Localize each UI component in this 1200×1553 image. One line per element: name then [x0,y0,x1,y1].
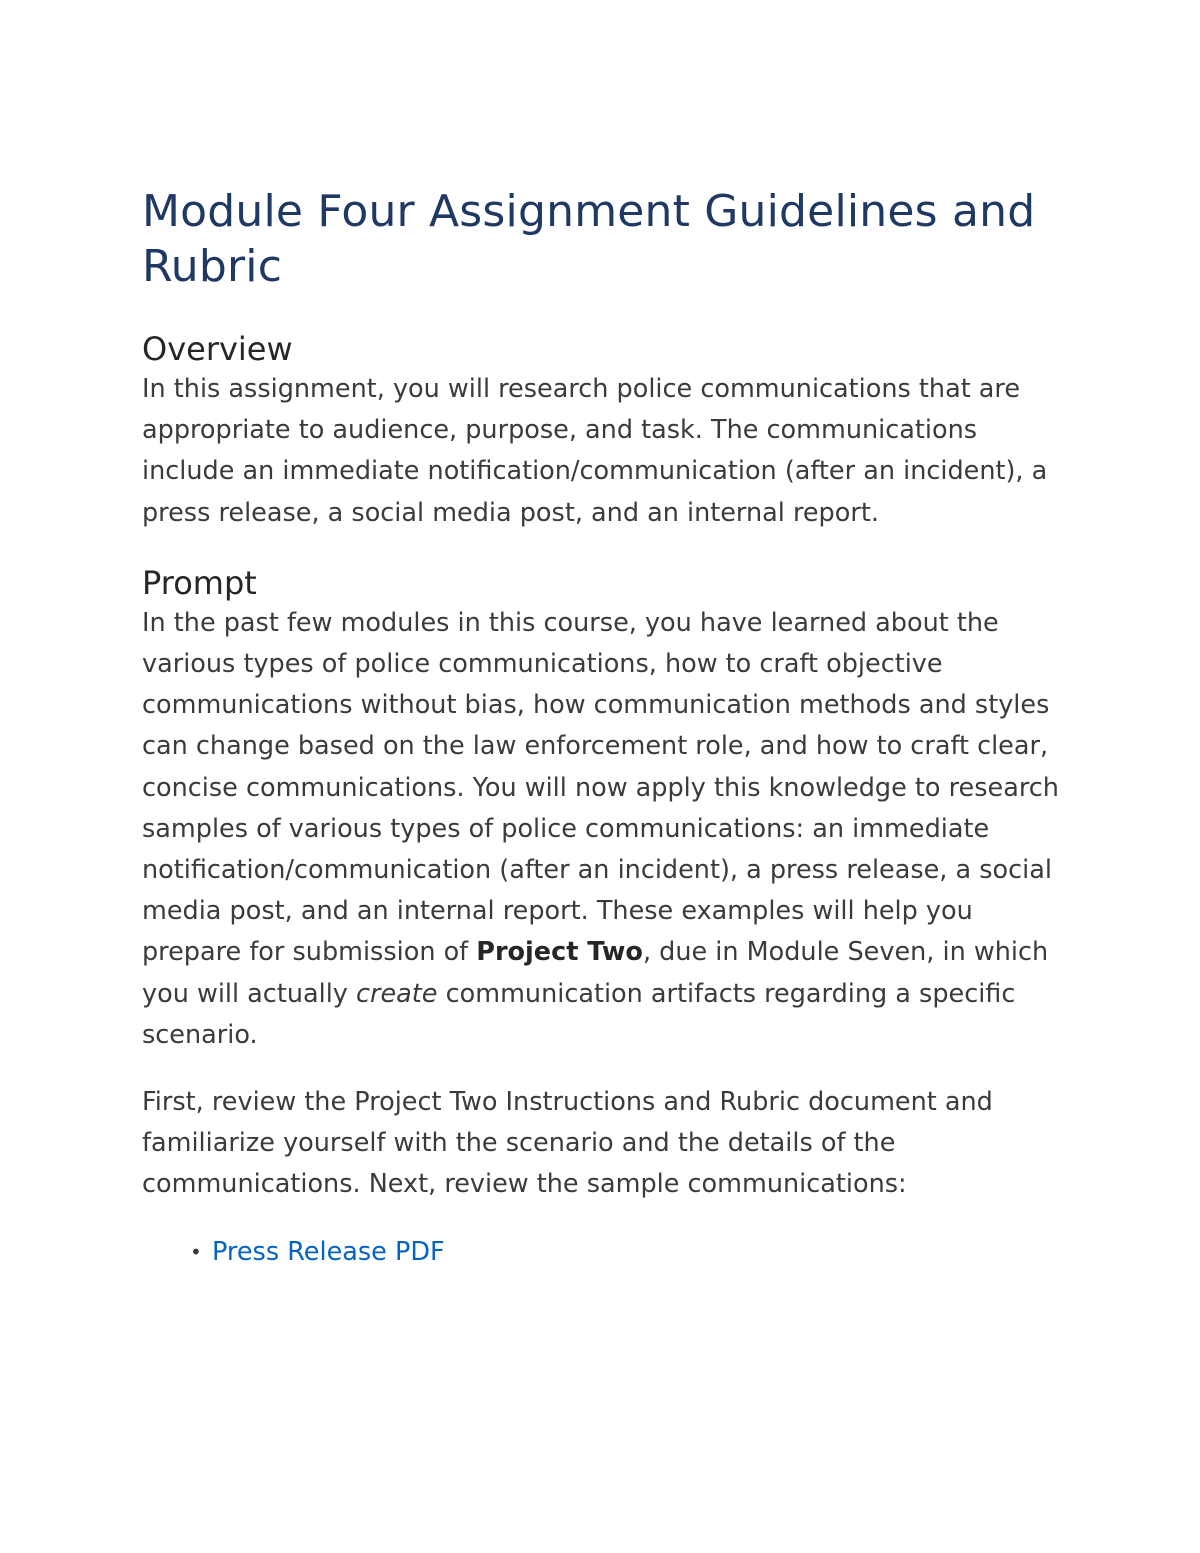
bullet-icon: • [190,1239,202,1264]
page-title: Module Four Assignment Guidelines and Rubric [142,186,1036,292]
sample-communications-list [142,1232,1072,1273]
prompt-text-part-2: , due in Module Seven, in which you will actually [142,937,1049,1009]
overview-paragraph: In this assignment, you will research police communications that are appropriate to audience, purpose, and task. The communications include an immediate notification/communication (after an incident), a press release, a social media post, and an internal report. [142,374,1048,528]
document-page [142,184,1072,1273]
create-italic: create [355,978,438,1009]
overview-heading: Overview [142,330,293,368]
list-item [190,1232,1072,1273]
prompt-text-part-3: communication artifacts regarding a specific scenario. [142,978,1016,1050]
project-two-bold: Project Two [476,937,643,968]
prompt-paragraph-1 [142,603,1072,1056]
press-release-pdf-link[interactable]: Press Release PDF [212,1236,445,1267]
prompt-paragraph-2: First, review the Project Two Instructions and Rubric document and familiarize yourself with the scenario and the details of the communications. Next, review the sample communications: [142,1087,993,1200]
prompt-heading: Prompt [142,563,257,602]
prompt-text-part-1: In the past few modules in this course, you have learned about the various types of police communications, how to craft objective communications without bias, how communication methods and styles can change based on the law enforcement role, and how to craft clear, concise communications. You will now apply this knowledge to research samples of various types of police communications: an immediate notification/communication (after an incident), a press release, a social media post, and an internal report. These examples will help you prepare for submission of [142,607,1059,968]
